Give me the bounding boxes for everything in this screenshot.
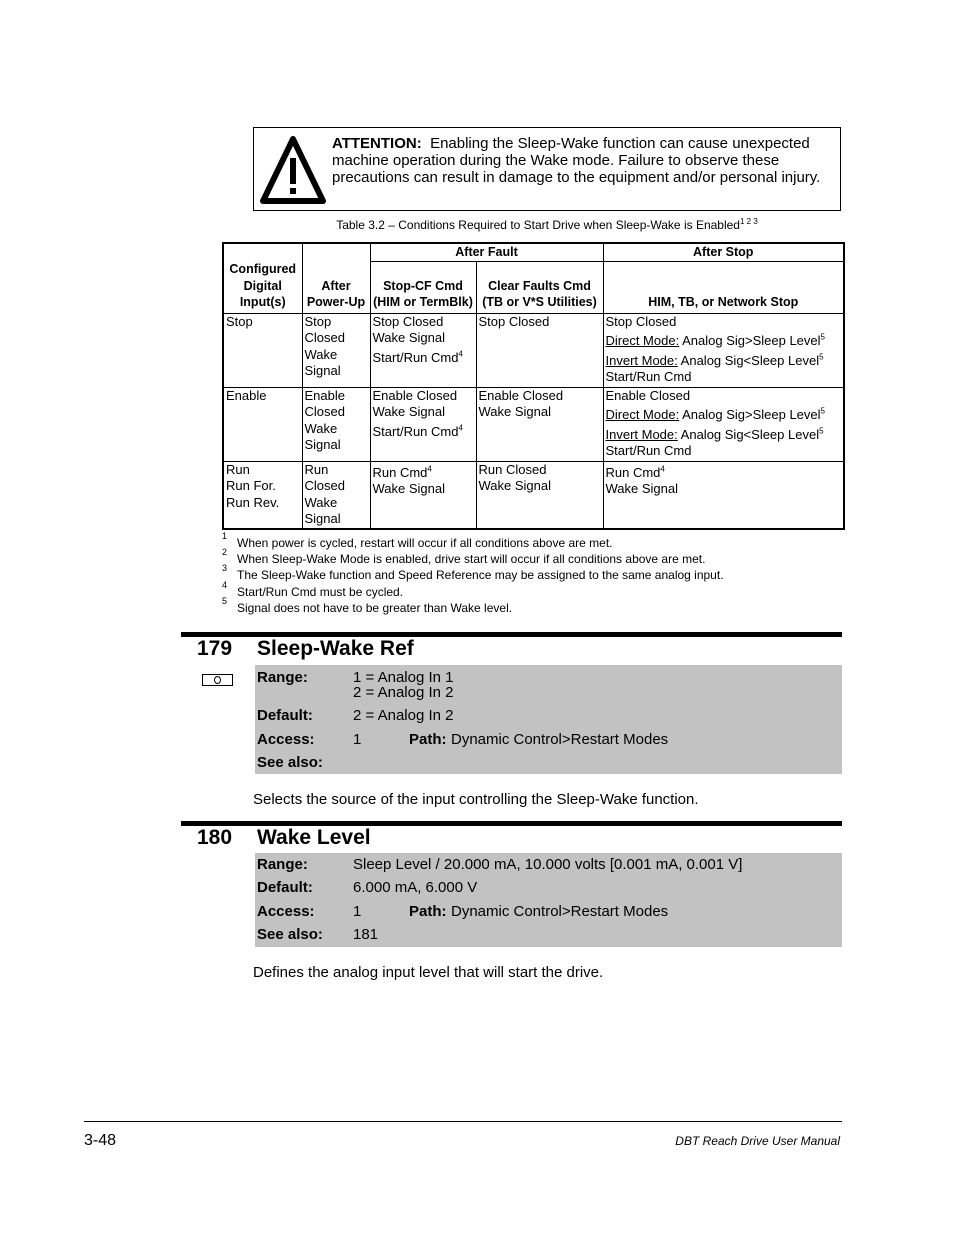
table-row	[223, 461, 844, 529]
parameter-number: 180	[197, 826, 233, 849]
cell-clear-faults: Enable Closed Wake Signal	[476, 387, 603, 461]
header-configured: Configured Digital Input(s)	[223, 243, 302, 313]
see-also-label: See also:	[257, 926, 323, 943]
cell-configured: Stop	[223, 313, 302, 387]
default-value: 6.000 mA, 6.000 V	[353, 879, 478, 896]
manual-title: DBT Reach Drive User Manual	[675, 1134, 840, 1148]
range-label: Range:	[257, 856, 308, 873]
parameter-info-box	[255, 665, 842, 774]
path-value: Dynamic Control>Restart Modes	[451, 731, 669, 748]
table-row	[223, 387, 844, 461]
attention-body: Enabling the Sleep-Wake function can cause unexpected machine operation during the Wake mode. Failure to observe these precautions can result in damage to the equipment and/or personal injury.	[332, 135, 821, 186]
warning-triangle-icon	[260, 136, 326, 204]
cell-stop-cf: Run Cmd$^4$ Wake Signal	[370, 461, 476, 529]
keypad-icon	[202, 674, 233, 686]
conditions-table	[222, 242, 845, 530]
parameter-title: Sleep-Wake Ref	[257, 637, 414, 660]
table-caption-text: Table 3.2 – Conditions Required to Start Drive when Sleep-Wake is Enabled	[336, 218, 740, 232]
parameter-info-box	[255, 853, 842, 947]
cell-configured: Run Run For. Run Rev.	[223, 461, 302, 529]
table-row	[223, 313, 844, 387]
footnote: 3 The Sleep-Wake function and Speed Reference may be assigned to the same analog input.	[222, 563, 724, 583]
header-after-powerup: After Power-Up	[302, 243, 370, 313]
parameter-number: 179	[197, 637, 233, 660]
footnote: 5 Signal does not have to be greater than Wake level.	[222, 595, 513, 615]
range-value: Sleep Level / 20.000 mA, 10.000 volts [0.001 mA, 0.001 V]	[353, 856, 743, 873]
page-number: 3-48	[84, 1132, 117, 1149]
cell-stop-cf: Stop Closed Wake Signal Start/Run Cmd$^4$	[370, 313, 476, 387]
footnote: 4 Start/Run Cmd must be cycled.	[222, 579, 404, 599]
access-value: 1	[353, 731, 362, 748]
cell-powerup: Stop Closed Wake Signal	[302, 313, 370, 387]
see-also-label: See also:	[257, 754, 323, 771]
range-value-1: 1 = Analog In 1	[353, 669, 454, 686]
table-caption	[253, 217, 841, 232]
table-caption-refs: 1 2 3	[739, 217, 758, 226]
cell-powerup: Run Closed Wake Signal	[302, 461, 370, 529]
path-value: Dynamic Control>Restart Modes	[451, 903, 669, 920]
attention-text	[332, 135, 832, 186]
parameter-description: Selects the source of the input controlling the Sleep-Wake function.	[253, 791, 699, 808]
attention-heading: ATTENTION:	[332, 135, 422, 152]
footnote: 2 When Sleep-Wake Mode is enabled, drive start will occur if all conditions above are met.	[222, 547, 706, 567]
path-label: Path:	[409, 903, 447, 920]
default-label: Default:	[257, 879, 313, 896]
header-clear-faults: Clear Faults Cmd (TB or V*S Utilities)	[476, 261, 603, 313]
cell-clear-faults: Run Closed Wake Signal	[476, 461, 603, 529]
range-label: Range:	[257, 669, 308, 686]
cell-powerup: Enable Closed Wake Signal	[302, 387, 370, 461]
footnote: 1 When power is cycled, restart will occur if all conditions above are met.	[222, 531, 613, 550]
header-after-stop: After Stop	[603, 243, 844, 261]
cell-after-stop: Stop Closed Direct Mode: Analog Sig>Sleep Level$^5$ Invert Mode: Analog Sig<Sleep Level$^5$ Start/Run Cmd	[603, 313, 844, 387]
access-label: Access:	[257, 731, 315, 748]
cell-clear-faults: Stop Closed	[476, 313, 603, 387]
footer-divider	[84, 1121, 842, 1122]
cell-after-stop: Run Cmd$^4$ Wake Signal	[603, 461, 844, 529]
default-label: Default:	[257, 707, 313, 724]
see-also-value: 181	[353, 926, 379, 943]
header-stop-cf: Stop-CF Cmd (HIM or TermBlk)	[370, 261, 476, 313]
access-label: Access:	[257, 903, 315, 920]
path-label: Path:	[409, 731, 447, 748]
parameter-title: Wake Level	[257, 826, 371, 849]
cell-after-stop: Enable Closed Direct Mode: Analog Sig>Sleep Level$^5$ Invert Mode: Analog Sig<Sleep Level$^5$ Start/Run Cmd	[603, 387, 844, 461]
header-him-tb: HIM, TB, or Network Stop	[603, 261, 844, 313]
cell-stop-cf: Enable Closed Wake Signal Start/Run Cmd$^4$	[370, 387, 476, 461]
table-footnotes	[222, 533, 842, 614]
parameter-description: Defines the analog input level that will start the drive.	[253, 964, 604, 981]
header-after-fault: After Fault	[370, 243, 603, 261]
range-value-2: 2 = Analog In 2	[353, 684, 454, 701]
cell-configured: Enable	[223, 387, 302, 461]
attention-box	[253, 127, 841, 211]
default-value: 2 = Analog In 2	[353, 707, 454, 724]
access-value: 1	[353, 903, 362, 920]
